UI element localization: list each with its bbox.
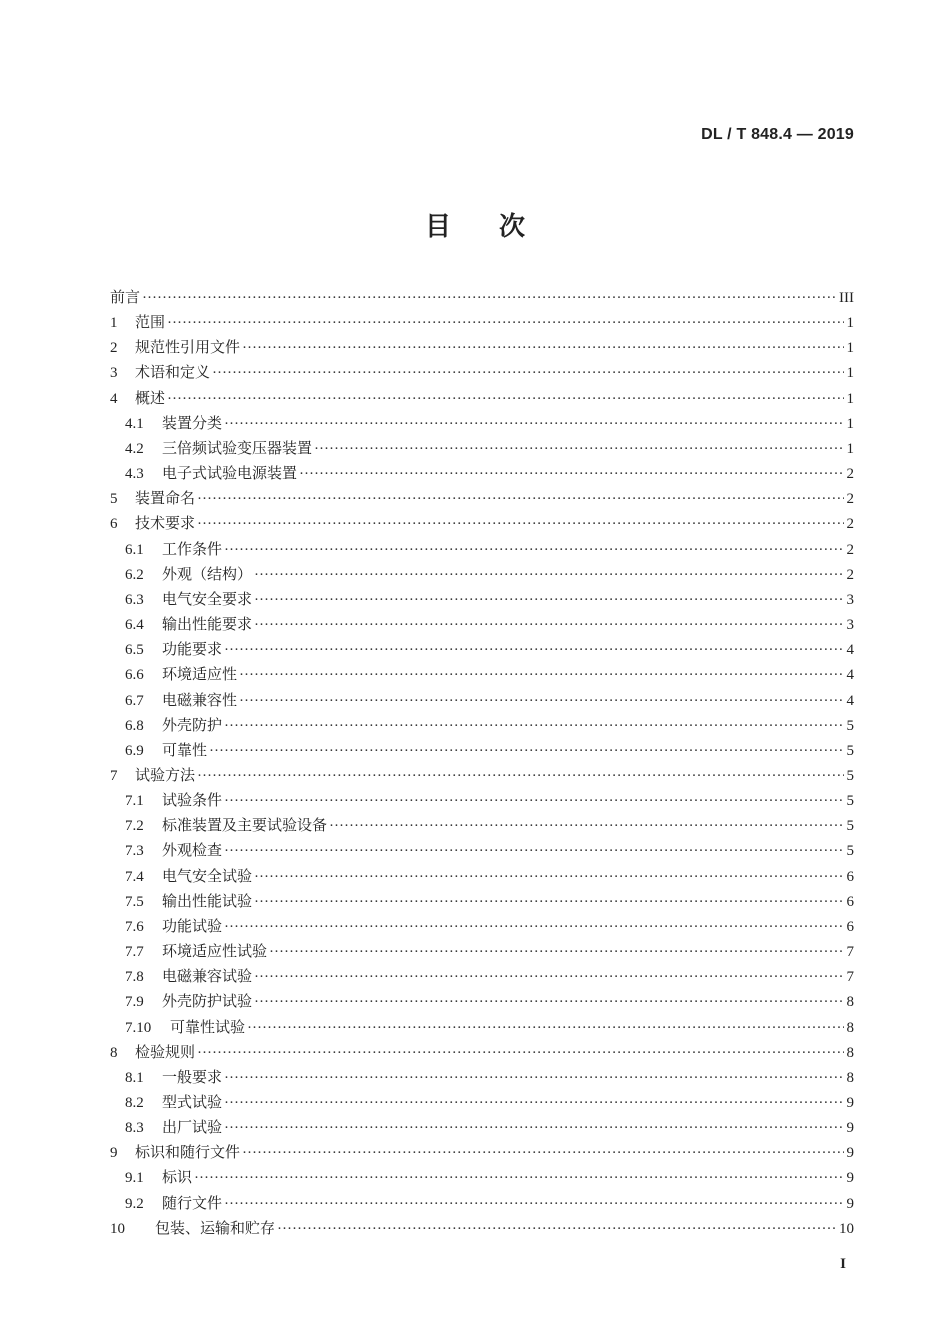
toc-entry-number: 7.10 (125, 1019, 152, 1036)
toc-entry-title: 包装、运输和贮存 (155, 1220, 276, 1237)
leader-dots (239, 689, 844, 714)
leader-dots (167, 387, 844, 412)
toc-entry-title: 可靠性 (162, 742, 208, 759)
toc-entry-page: 6 (846, 868, 854, 885)
toc-entry-page: 1 (846, 390, 854, 407)
toc-entry-title: 一般要求 (162, 1069, 223, 1086)
toc-entry-number: 9.1 (125, 1170, 144, 1187)
toc-entry-title: 环境适应性试验 (162, 944, 268, 961)
leader-dots (224, 839, 844, 864)
toc-entry-title: 环境适应性 (162, 667, 238, 684)
toc-entry-page: 7 (846, 969, 854, 986)
toc-entry[interactable] (110, 487, 854, 512)
toc-entry-page: 5 (846, 843, 854, 860)
leader-dots (254, 563, 844, 588)
standard-number: DL / T 848.4 — 2019 (701, 126, 854, 143)
toc-entry-title: 标识和随行文件 (135, 1145, 241, 1162)
toc-entry-number: 9.2 (125, 1195, 144, 1212)
toc-entry-title: 概述 (135, 390, 166, 407)
toc-entry[interactable] (110, 663, 854, 688)
leader-dots (239, 663, 844, 688)
toc-entry-number: 3 (110, 365, 118, 382)
toc-entry[interactable] (110, 1217, 854, 1242)
toc-entry-number: 8 (110, 1044, 118, 1061)
page-title: 目次 (424, 212, 573, 241)
toc-entry-number: 6.7 (125, 692, 144, 709)
toc-entry-title: 电磁兼容试验 (162, 969, 253, 986)
leader-dots (197, 1041, 844, 1066)
leader-dots (224, 915, 844, 940)
page-number: I (840, 1256, 846, 1272)
toc-entry-page: 8 (846, 1069, 854, 1086)
leader-dots (254, 965, 844, 990)
leader-dots (254, 990, 844, 1015)
toc-entry-title: 功能要求 (162, 642, 223, 659)
toc-entry[interactable] (110, 387, 854, 412)
leader-dots (209, 739, 844, 764)
toc-entry-page: 5 (846, 793, 854, 810)
toc-entry[interactable] (110, 689, 854, 714)
toc-entry[interactable] (110, 1091, 854, 1116)
leader-dots (224, 1066, 844, 1091)
toc-entry-title: 随行文件 (162, 1195, 223, 1212)
toc-entry-title: 装置分类 (162, 415, 223, 432)
leader-dots (314, 437, 844, 462)
toc-entry-number: 7.2 (125, 818, 144, 835)
toc-entry-number: 6.5 (125, 642, 144, 659)
toc-entry[interactable] (110, 563, 854, 588)
toc-entry-page: 5 (846, 717, 854, 734)
toc-entry[interactable] (110, 814, 854, 839)
toc-entry-title: 电气安全要求 (162, 591, 253, 608)
toc-entry[interactable] (110, 1166, 854, 1191)
toc-entry-number: 2 (110, 340, 118, 357)
toc-entry-number: 6.1 (125, 541, 144, 558)
toc-entry[interactable] (110, 613, 854, 638)
toc-entry-title: 输出性能要求 (162, 617, 253, 634)
toc-entry-number: 7.4 (125, 868, 144, 885)
leader-dots (197, 764, 844, 789)
toc-entry-page: 5 (846, 818, 854, 835)
toc-entry-title: 外观检查 (162, 843, 223, 860)
leader-dots (329, 814, 844, 839)
leader-dots (167, 311, 844, 336)
toc-entry-title: 前言 (110, 290, 141, 306)
toc-entry-page: 9 (846, 1170, 854, 1187)
toc-entry-page: 1 (846, 415, 854, 432)
toc-entry-page: 2 (846, 466, 854, 483)
toc-entry-title: 试验方法 (135, 767, 196, 784)
toc-entry-title: 术语和定义 (135, 365, 211, 382)
toc-entry-number: 4.3 (125, 466, 144, 483)
toc-entry-number: 6.6 (125, 667, 144, 684)
toc-entry[interactable] (110, 915, 854, 940)
toc-entry-number: 10 (110, 1220, 125, 1237)
leader-dots (197, 487, 844, 512)
toc-entry[interactable] (110, 990, 854, 1015)
toc-entry-title: 标准装置及主要试验设备 (162, 818, 328, 835)
leader-dots (197, 512, 844, 537)
toc-entry-number: 6.2 (125, 566, 144, 583)
toc-entry-page: 9 (846, 1145, 854, 1162)
toc-entry-number: 4.1 (125, 415, 144, 432)
toc-entry-title: 检验规则 (135, 1044, 196, 1061)
toc-entry-title: 外观（结构） (162, 566, 253, 583)
toc-entry[interactable] (110, 764, 854, 789)
leader-dots (212, 361, 844, 386)
toc-entry-page: 10 (839, 1220, 854, 1237)
toc-entry-page: 5 (846, 742, 854, 759)
leader-dots (224, 638, 844, 663)
toc-entry[interactable] (110, 412, 854, 437)
toc-entry-page: 9 (846, 1195, 854, 1212)
toc-entry-number: 6.4 (125, 617, 144, 634)
toc-entry[interactable] (110, 538, 854, 563)
toc-entry[interactable] (110, 336, 854, 361)
toc-entry-title: 试验条件 (162, 793, 223, 810)
toc-entry-number: 7.7 (125, 944, 144, 961)
toc-entry-page: 2 (846, 541, 854, 558)
toc-entry-page: 8 (846, 1019, 854, 1036)
toc-entry-page: 3 (846, 591, 854, 608)
toc-entry-title: 电子式试验电源装置 (162, 466, 298, 483)
toc-entry[interactable] (110, 839, 854, 864)
toc-entry-page: 1 (846, 315, 854, 332)
toc-entry-page: 1 (846, 365, 854, 382)
toc-entry-page: 3 (846, 617, 854, 634)
toc-entry-page: 8 (846, 1044, 854, 1061)
toc-entry-title: 规范性引用文件 (135, 340, 241, 357)
toc-entry-page: 1 (846, 440, 854, 457)
toc-entry-number: 5 (110, 491, 118, 508)
toc-entry-number: 4.2 (125, 440, 144, 457)
leader-dots (224, 714, 844, 739)
leader-dots (224, 1192, 844, 1217)
toc-entry[interactable] (110, 714, 854, 739)
toc-entry-page: 7 (846, 944, 854, 961)
toc-entry-number: 6.3 (125, 591, 144, 608)
toc-entry[interactable] (110, 1141, 854, 1166)
toc-entry-title: 输出性能试验 (162, 893, 253, 910)
toc-entry-page: III (839, 290, 854, 306)
toc-entry-number: 9 (110, 1145, 118, 1162)
toc-entry-number: 7 (110, 767, 118, 784)
toc-entry-title: 三倍频试验变压器装置 (162, 440, 313, 457)
toc-entry-number: 7.9 (125, 994, 144, 1011)
leader-dots (224, 789, 844, 814)
toc-entry-page: 4 (846, 692, 854, 709)
toc-entry-number: 7.8 (125, 969, 144, 986)
toc-entry-number: 4 (110, 390, 118, 407)
toc-entry-title: 可靠性试验 (170, 1019, 246, 1036)
toc-entry-number: 8.2 (125, 1095, 144, 1111)
toc-entry[interactable] (110, 286, 854, 311)
leader-dots (224, 412, 844, 437)
toc-entry-page: 4 (846, 642, 854, 659)
toc-entry-page: 9 (846, 1095, 854, 1111)
toc-entry-page: 2 (846, 491, 854, 508)
toc-entry-number: 7.6 (125, 918, 144, 935)
toc-entry-title: 技术要求 (135, 516, 196, 533)
leader-dots (254, 865, 844, 890)
table-of-contents (110, 286, 854, 1242)
toc-entry-number: 7.1 (125, 793, 144, 810)
leader-dots (277, 1217, 837, 1242)
toc-entry-number: 8.3 (125, 1120, 144, 1137)
leader-dots (254, 588, 844, 613)
toc-entry[interactable] (110, 512, 854, 537)
toc-entry-title: 电磁兼容性 (162, 692, 238, 709)
toc-entry-number: 6.8 (125, 717, 144, 734)
toc-entry[interactable] (110, 865, 854, 890)
toc-entry-page: 1 (846, 340, 854, 357)
toc-entry[interactable] (110, 890, 854, 915)
toc-entry[interactable] (110, 1192, 854, 1217)
toc-entry-page: 4 (846, 667, 854, 684)
toc-entry[interactable] (110, 462, 854, 487)
toc-entry-title: 电气安全试验 (162, 868, 253, 885)
leader-dots (224, 538, 844, 563)
toc-entry[interactable] (110, 361, 854, 386)
leader-dots (224, 1091, 844, 1116)
leader-dots (194, 1166, 844, 1191)
toc-entry-number: 1 (110, 315, 118, 332)
toc-entry-number: 7.5 (125, 893, 144, 910)
toc-entry[interactable] (110, 1066, 854, 1091)
toc-entry-title: 装置命名 (135, 491, 196, 508)
leader-dots (254, 613, 844, 638)
toc-entry-page: 5 (846, 767, 854, 784)
leader-dots (142, 286, 837, 311)
toc-entry-page: 8 (846, 994, 854, 1011)
toc-entry-title: 范围 (135, 315, 166, 332)
toc-entry-page: 2 (846, 566, 854, 583)
toc-entry-number: 7.3 (125, 843, 144, 860)
toc-entry-page: 2 (846, 516, 854, 533)
leader-dots (224, 1116, 844, 1141)
leader-dots (242, 1141, 844, 1166)
toc-entry-number: 8.1 (125, 1069, 144, 1086)
leader-dots (247, 1016, 844, 1041)
toc-entry[interactable] (110, 1016, 854, 1041)
toc-entry-page: 6 (846, 893, 854, 910)
toc-entry[interactable] (110, 739, 854, 764)
toc-entry[interactable] (110, 789, 854, 814)
toc-entry[interactable] (110, 940, 854, 965)
toc-entry[interactable] (110, 965, 854, 990)
leader-dots (299, 462, 844, 487)
toc-entry-title: 标识 (162, 1170, 193, 1187)
toc-entry-title: 外壳防护试验 (162, 994, 253, 1011)
toc-entry-number: 6 (110, 516, 118, 533)
toc-entry-page: 9 (846, 1120, 854, 1137)
toc-entry-title: 工作条件 (162, 541, 223, 558)
toc-entry-number: 6.9 (125, 742, 144, 759)
toc-entry[interactable] (110, 437, 854, 462)
toc-entry-title: 型式试验 (162, 1095, 223, 1111)
toc-entry[interactable] (110, 588, 854, 613)
toc-entry-title: 功能试验 (162, 918, 223, 935)
toc-entry-title: 外壳防护 (162, 717, 223, 734)
toc-entry-title: 出厂试验 (162, 1120, 223, 1137)
toc-entry[interactable] (110, 1116, 854, 1141)
toc-entry[interactable] (110, 638, 854, 663)
leader-dots (242, 336, 844, 361)
toc-entry[interactable] (110, 1041, 854, 1066)
toc-entry-page: 6 (846, 918, 854, 935)
toc-entry[interactable] (110, 311, 854, 336)
leader-dots (254, 890, 844, 915)
leader-dots (269, 940, 844, 965)
